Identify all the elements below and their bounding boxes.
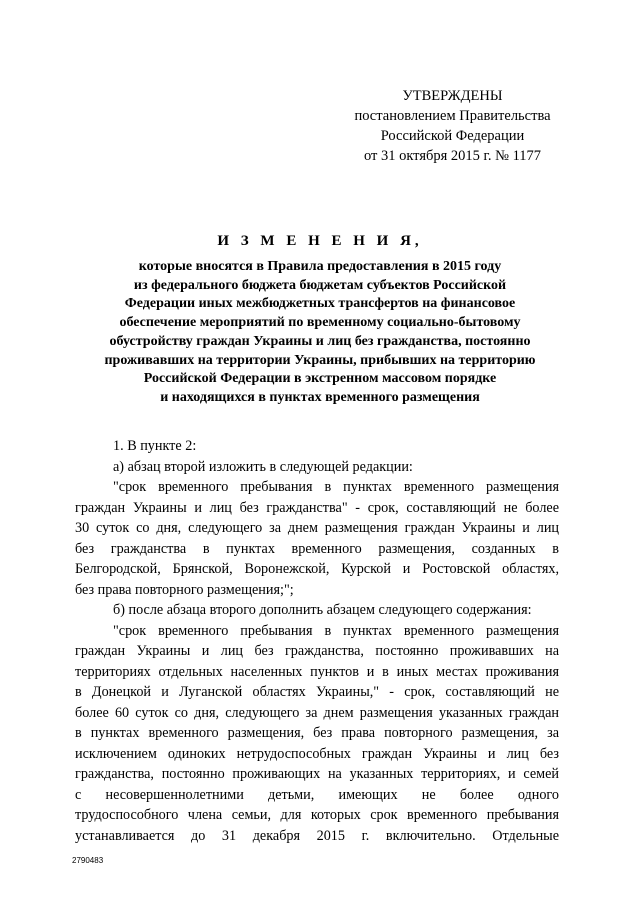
body-line: более 60 суток со дня, следующего за днем размещения указанных граждан	[75, 704, 559, 721]
document-code: 2790483	[72, 856, 104, 865]
body-line: территориях отдельных населенных пунктов и в иных местах проживания	[75, 663, 559, 680]
approval-line: УТВЕРЖДЕНЫ	[402, 88, 503, 104]
document-body	[75, 436, 559, 846]
subtitle-line: обустройству граждан Украины и лиц без гражданства, постоянно	[109, 333, 531, 349]
body-line: гражданства, постоянно проживающих на указанных территориях, и семей	[75, 766, 559, 782]
body-line: а) абзац второй изложить в следующей редакции:	[113, 458, 413, 475]
subtitle-line: из федерального бюджета бюджетам субъектов Российской	[133, 277, 507, 293]
body-line: "срок временного пребывания в пунктах временного размещения	[113, 479, 559, 495]
body-line: устанавливается до 31 декабря 2015 г. включительно. Отдельные	[75, 827, 559, 844]
body-line: трудоспособного члена семьи, для которых срок временного пребывания	[75, 807, 559, 823]
body-line: в Донецкой и Луганской областях Украины," - срок, составляющий не	[75, 684, 559, 700]
document-title: И З М Е Н Е Н И Я,	[217, 233, 423, 249]
body-line: 1. В пункте 2:	[113, 438, 197, 454]
subtitle-line: обеспечение мероприятий по временному социально-бытовому	[119, 315, 521, 331]
body-line: б) после абзаца второго дополнить абзацем следующего содержания:	[113, 602, 532, 618]
subtitle-line: и находящихся в пунктах временного размещения	[160, 389, 480, 405]
approval-line: от 31 октября 2015 г. № 1177	[363, 148, 542, 164]
body-line: исключением одиноких нетрудоспособных граждан Украины и лиц без	[75, 745, 559, 762]
document-subtitle	[90, 258, 550, 408]
body-line: граждан Украины и лиц без гражданства" - срок, составляющий не более	[75, 499, 559, 516]
subtitle-line: Федерации иных межбюджетных трансфертов на финансовое	[124, 296, 516, 312]
subtitle-line: проживавших на территории Украины, прибывших на территорию	[104, 352, 536, 368]
approval-line: постановлением Правительства	[354, 108, 551, 124]
body-line: Белгородской, Брянской, Воронежской, Курской и Ростовской областях,	[75, 561, 559, 577]
subtitle-line: которые вносятся в Правила предоставления в 2015 году	[138, 259, 502, 274]
body-line: с несовершеннолетними детьми, имеющих не более одного	[75, 786, 559, 803]
body-line: 30 суток со дня, следующего за днем размещения граждан Украины и лиц	[75, 520, 559, 536]
body-line: "срок временного пребывания в пунктах временного размещения	[113, 622, 559, 639]
approval-block	[330, 86, 575, 166]
body-line: без права повторного размещения;";	[75, 581, 294, 598]
body-line: граждан Украины и лиц без гражданства, постоянно проживавших на	[75, 643, 559, 659]
body-line: без гражданства в пунктах временного размещения, созданных в	[75, 540, 559, 557]
approval-line: Российской Федерации	[380, 128, 525, 144]
subtitle-line: Российской Федерации в экстренном массовом порядке	[143, 371, 497, 387]
body-line: в пунктах временного размещения, без права повторного размещения, за	[75, 725, 559, 741]
